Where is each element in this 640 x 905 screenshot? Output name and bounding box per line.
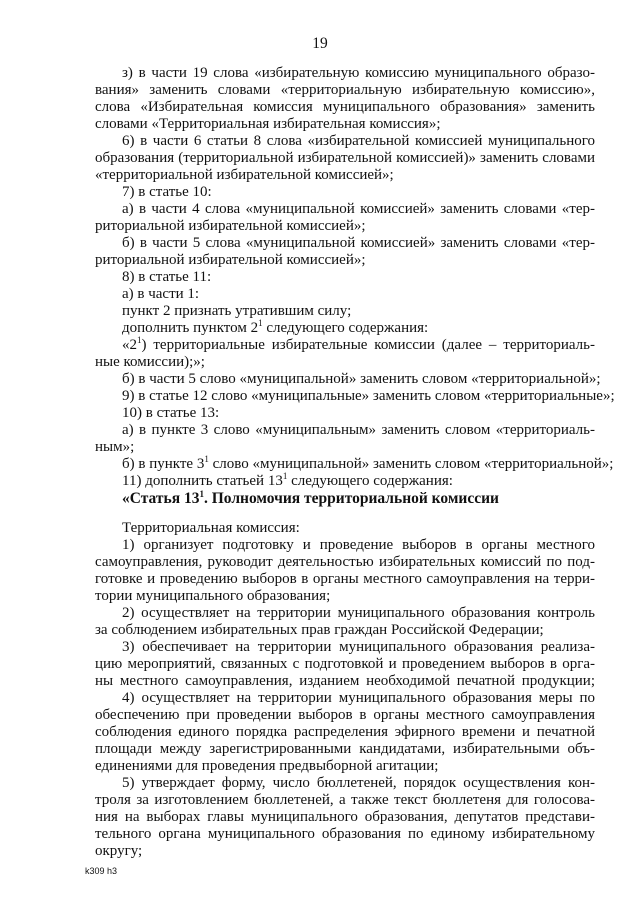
text-line: з) в части 19 слова «избирательную комиссию муниципального образо- [122, 65, 595, 81]
text-line: 2) осуществляет на территории муниципального образования контроль [122, 605, 595, 621]
text-line: ны местного самоуправления, изданием необходимой печатной продукции; [95, 673, 595, 689]
text-line: пункт 2 признать утратившим силу; [122, 303, 352, 319]
text-line: «территориальной избирательной комиссией»; [95, 167, 394, 183]
text-line: площади между зарегистрированными кандидатами, избирательными объ- [95, 741, 595, 757]
text-line: округу; [95, 843, 143, 859]
text-line: самоуправления, руководит деятельностью избирательных комиссий по под- [95, 554, 595, 570]
text-line: вания» заменить словами «территориальную избирательную комиссию», [95, 82, 595, 98]
text-line: б) в части 5 слова «муниципальной комиссией» заменить словами «тер- [122, 235, 595, 251]
text-line: готовке и проведению выборов в органы местного самоуправления на терри- [95, 571, 595, 587]
text-line: 3) обеспечивает на территории муниципального образования реализа- [122, 639, 595, 655]
text-line: 9) в статье 12 слово «муниципальные» заменить словом «территориальные»; [122, 388, 615, 404]
text-line: обеспечению при проведении выборов в органы местного самоуправления [95, 707, 595, 723]
text-line: ния на выборах главы муниципального образования, депутатов представи- [95, 809, 595, 825]
text-line: Территориальная комиссия: [122, 520, 300, 536]
text-line: дополнить пунктом $2^1$ следующего содержания: [122, 318, 429, 336]
text-line: 5) утверждает форму, число бюллетеней, порядок осуществления кон- [122, 775, 595, 791]
text-line: а) в пункте 3 слово «муниципальным» заменить словом «территориаль- [122, 422, 595, 438]
text-line: тории муниципального образования; [95, 588, 331, 604]
text-line: 7) в статье 10: [122, 184, 212, 200]
text-line: б) в пункте $3^1$ слово «муниципальной» заменить словом «территориальной»; [122, 454, 614, 472]
text-line: 1) организует подготовку и проведение выборов в органы местного [122, 537, 595, 553]
text-line: словами «Территориальная избирательная комиссия»; [95, 116, 441, 132]
text-line: «$2^1$) территориальные избирательные комиссии (далее – территориаль- [122, 335, 595, 353]
article-heading: «Статья $13^1$. Полномочия территориальной комиссии [122, 489, 499, 507]
text-line: тельного органа муниципального образования по единому избирательному [95, 826, 595, 842]
text-line: 6) в части 6 статьи 8 слова «избирательной комиссией муниципального [122, 133, 595, 149]
text-line: риториальной избирательной комиссией»; [95, 218, 366, 234]
text-line: соблюдения единого порядка распределения эфирного времени и печатной [95, 724, 595, 740]
footer-code: k309 h3 [85, 866, 118, 876]
text-line: ным»; [95, 439, 135, 455]
text-line: 10) в статье 13: [122, 405, 220, 421]
text-line: 8) в статье 11: [122, 269, 212, 285]
page-number: 19 [312, 35, 328, 52]
text-line: слова «Избирательная комиссия муниципального образования» заменить [95, 99, 595, 115]
text-line: 4) осуществляет на территории муниципального образования меры по [122, 690, 595, 706]
text-line: б) в части 5 слово «муниципальной» заменить словом «территориальной»; [122, 371, 601, 387]
text-line: цию мероприятий, связанных с подготовкой и проведением выборов в орга- [95, 656, 595, 672]
text-line: а) в части 4 слова «муниципальной комиссией» заменить словами «тер- [122, 201, 595, 217]
text-line: а) в части 1: [122, 286, 200, 302]
text-line: 11) дополнить статьей $13^1$ следующего содержания: [122, 471, 453, 489]
text-line: образования (территориальной избирательной комиссией)» заменить словами [95, 150, 595, 166]
text-line: за соблюдением избирательных прав граждан Российской Федерации; [95, 622, 544, 638]
text-line: ные комиссии);»; [95, 354, 205, 370]
text-line: риториальной избирательной комиссией»; [95, 252, 366, 268]
text-line: троля за изготовлением бюллетеней, а также текст бюллетеня для голосова- [95, 792, 595, 808]
text-line: единениями для проведения предвыборной агитации; [95, 758, 439, 774]
